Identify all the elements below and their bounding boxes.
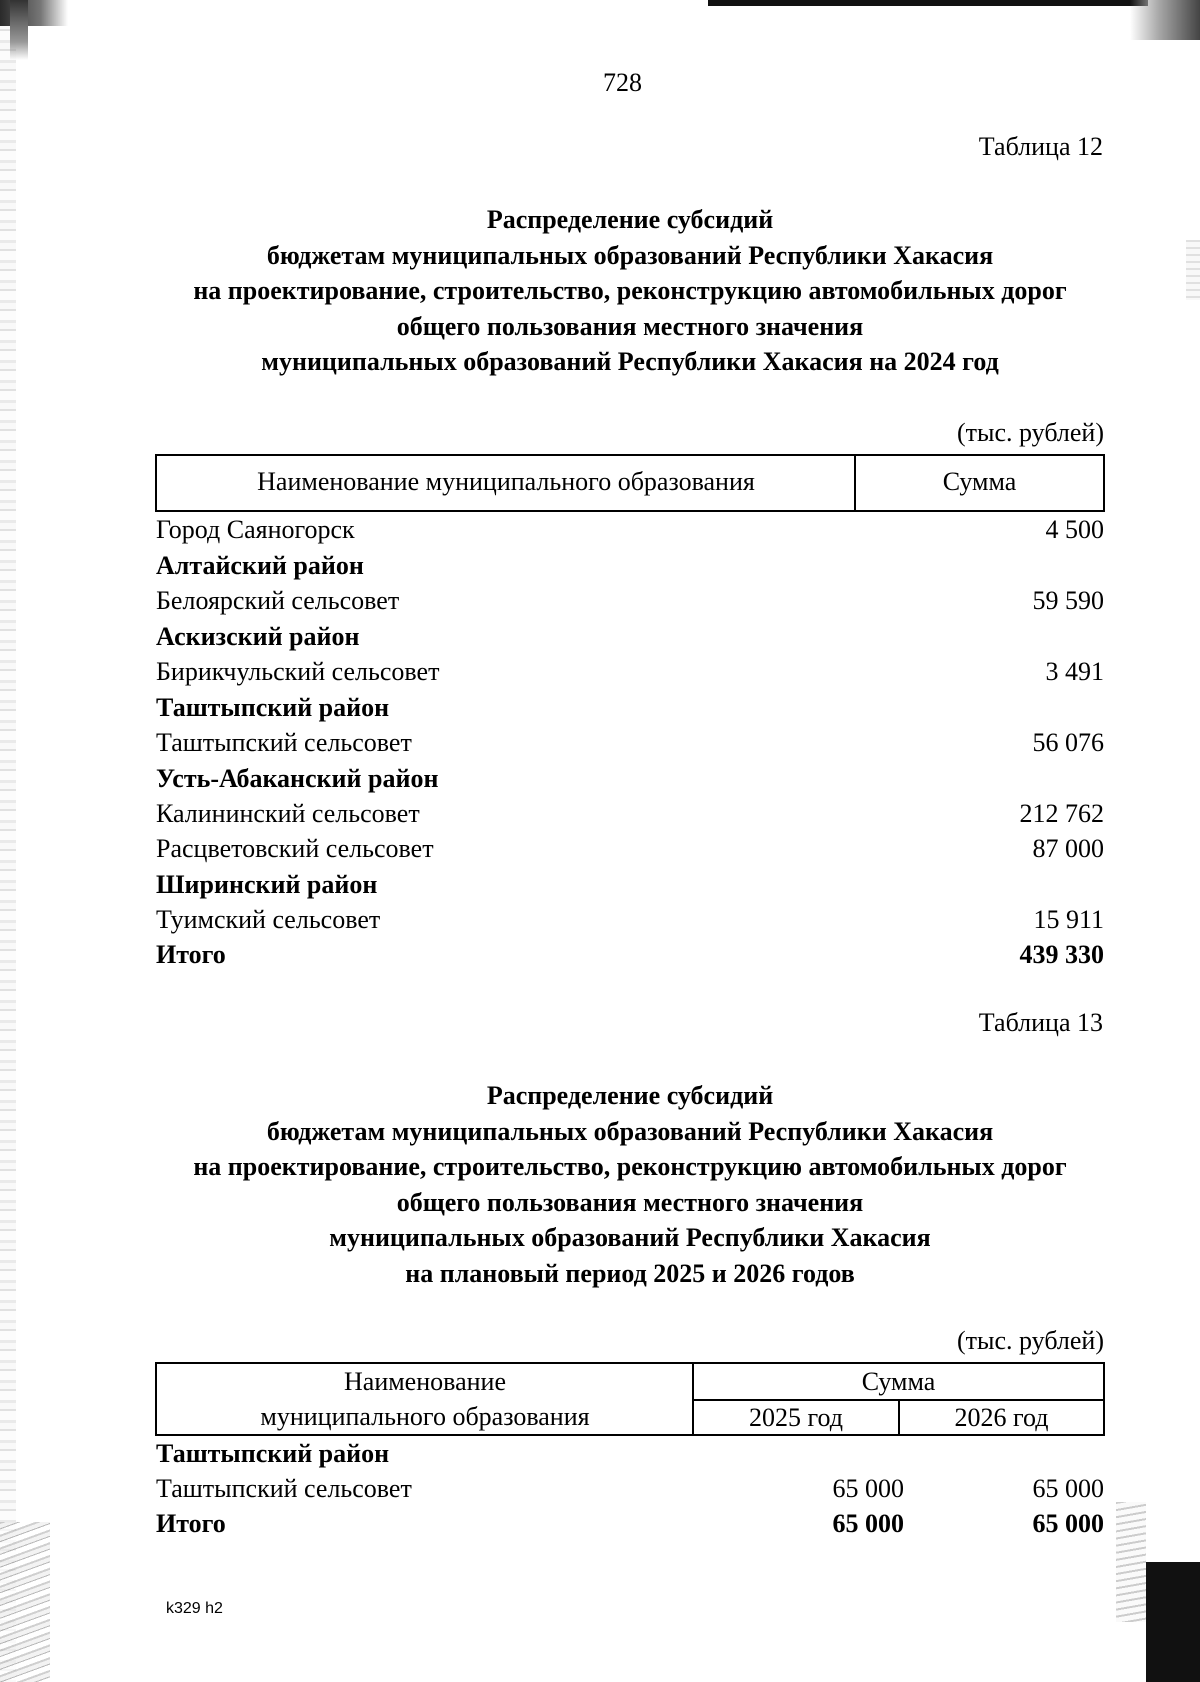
row-name: Итого [156,1509,226,1538]
table-row [156,1471,1104,1507]
table-row-total [156,1506,1104,1542]
row-name: Калининский сельсовет [156,799,420,828]
row-value: 4 500 [1045,515,1104,544]
table-13-title-line: Распределение субсидий [486,1081,774,1110]
row-name: Туимский сельсовет [156,905,381,934]
row-value-2025: 65 000 [832,1474,904,1503]
row-value: 87 000 [1032,834,1104,863]
row-name: Усть-Абаканский район [156,764,439,793]
table-13-header-name-line: Наименование [344,1367,506,1396]
table-row-district [156,761,1104,797]
table-12-title-line: бюджетам муниципальных образований Республики Хакасия [266,240,994,270]
table-12-title-line: на проектирование, строительство, реконструкцию автомобильных дорог [193,276,1067,305]
table-13-header-year-2025: 2025 год [749,1403,843,1432]
row-name: Ширинский район [156,870,378,899]
table-13-title-line: на плановый период 2025 и 2026 годов [405,1258,855,1288]
table-13-header [155,1362,1105,1436]
scan-corner-top-left-stripe [10,0,28,60]
scan-edge-left [0,0,16,1682]
table-row [156,796,1104,832]
scan-edge-top [708,0,1148,6]
table-12-title-line: Распределение субсидий [486,205,774,234]
row-value: 56 076 [1032,728,1104,757]
scan-noise-bottom-right [1116,1502,1146,1622]
table-row [156,583,1104,619]
row-value-2026: 65 000 [1032,1474,1104,1503]
table-13-header-name-line: муниципального образования [260,1402,590,1431]
row-name: Таштыпский район [156,693,390,722]
row-value: 439 330 [1019,940,1104,969]
table-12-title-line: муниципальных образований Республики Хакасия на 2024 год [261,347,999,376]
table-row-district [156,690,1104,726]
row-name: Алтайский район [156,551,364,580]
table-12-title [156,202,1104,380]
table-row-total [156,937,1104,973]
row-name: Белоярский сельсовет [156,586,400,615]
table-13-header-name [157,1364,693,1434]
row-name: Расцветовский сельсовет [156,834,434,863]
row-name: Итого [156,940,226,969]
row-value: 59 590 [1032,586,1104,615]
table-12-units: (тыс. рублей) [956,418,1104,447]
table-row [156,725,1104,761]
row-value: 3 491 [1045,657,1104,686]
row-name: Таштыпский сельсовет [156,1474,412,1503]
table-13-units: (тыс. рублей) [956,1326,1104,1355]
table-row [156,654,1104,690]
table-row-district [156,867,1104,903]
table-12-header-name: Наименование муниципального образования [257,467,755,496]
document-code: k329 h2 [166,1600,223,1617]
row-name: Город Саяногорск [156,515,355,544]
row-value: 212 762 [1019,799,1104,828]
table-13-title-line: бюджетам муниципальных образований Республики Хакасия [266,1116,994,1146]
row-value: 15 911 [1033,905,1104,934]
table-row-district [156,619,1104,655]
row-name: Аскизский район [156,622,360,651]
table-row [156,512,1104,548]
table-12-title-line: общего пользования местного значения [396,311,864,341]
row-value-2025: 65 000 [832,1509,904,1538]
table-12-header-sum: Сумма [942,467,1017,496]
table-12-header [155,454,1105,512]
page-number: 728 [603,68,642,97]
row-name: Таштыпский сельсовет [156,728,412,757]
scan-corner-top-right [1130,0,1200,40]
table-13-label: Таблица 13 [978,1008,1103,1037]
scan-corner-bottom-right [1146,1562,1200,1682]
row-value-2026: 65 000 [1032,1509,1104,1538]
table-row [156,902,1104,938]
row-name: Бирикчульский сельсовет [156,657,440,686]
table-13-title-line: муниципальных образований Республики Хакасия [329,1223,931,1252]
scan-edge-right [1186,240,1200,300]
table-13-title-line: на проектирование, строительство, реконструкцию автомобильных дорог [193,1152,1067,1181]
table-13-header-sum: Сумма [861,1367,936,1396]
row-name: Таштыпский район [156,1439,390,1468]
table-13-title-line: общего пользования местного значения [396,1187,864,1217]
scan-corner-bottom-left [0,1522,50,1682]
table-row-district [156,548,1104,584]
table-row [156,831,1104,867]
table-13-title [156,1078,1104,1291]
table-row-district [156,1436,1104,1472]
table-13-header-year-2026: 2026 год [954,1403,1049,1432]
table-12-label: Таблица 12 [978,132,1103,161]
